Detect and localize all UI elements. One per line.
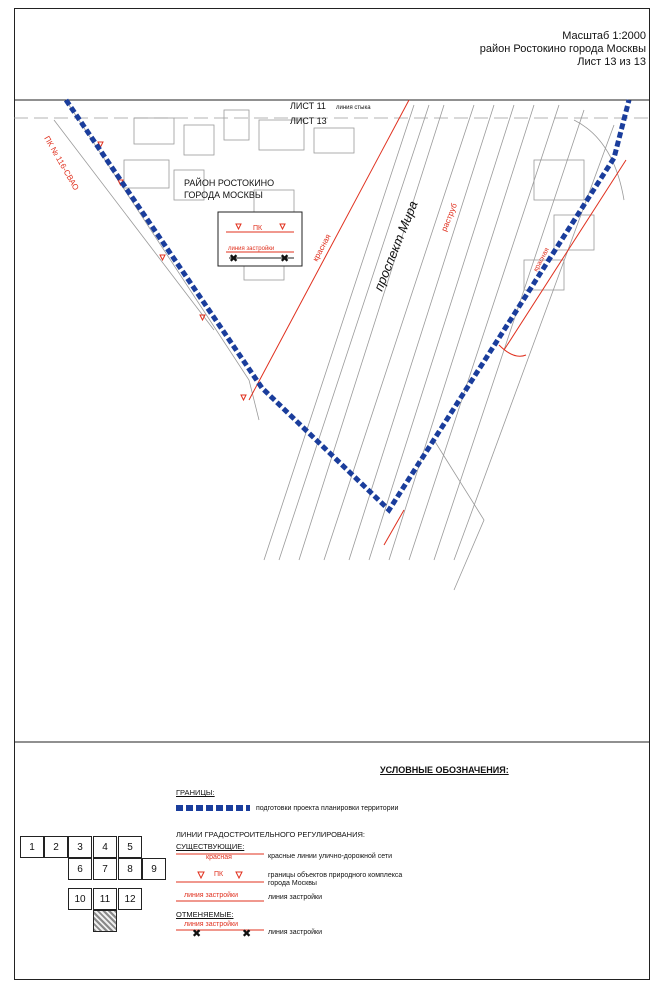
district-name-2: ГОРОДА МОСКВЫ bbox=[184, 190, 263, 200]
sheet-11-label: ЛИСТ 11 bbox=[290, 101, 326, 111]
left-zone-label: ПК № 116-СВАО bbox=[42, 134, 81, 192]
red-line-label-left: красная bbox=[310, 232, 333, 263]
legend-pk-sample-label: ПК bbox=[214, 871, 224, 878]
legend-cancel-sample bbox=[176, 926, 266, 940]
sheet-cell-3: 3 bbox=[68, 836, 92, 858]
sheet-cell-6: 6 bbox=[68, 858, 92, 880]
legend-cancel-sample-label: линия застройки bbox=[184, 921, 238, 928]
svg-text:✖: ✖ bbox=[192, 928, 202, 940]
callout-pk-label: ПК bbox=[253, 225, 263, 232]
legend-red-item: красные линии улично-дорожной сети bbox=[268, 853, 393, 860]
legend-build-item: линия застройки bbox=[268, 894, 322, 901]
legend-red-sample-label: красная bbox=[206, 854, 232, 861]
flare-label: раструб bbox=[439, 201, 459, 233]
sheet-cell-11: 11 bbox=[93, 888, 117, 910]
legend-lines-heading: ЛИНИИ ГРАДОСТРОИТЕЛЬНОГО РЕГУЛИРОВАНИЯ: bbox=[176, 830, 365, 839]
sheet-13-label: ЛИСТ 13 bbox=[290, 116, 327, 126]
legend-cancelled-heading: ОТМЕНЯЕМЫЕ: bbox=[176, 910, 234, 919]
sheet-cell-12: 12 bbox=[118, 888, 142, 910]
sheet-cell-8: 8 bbox=[118, 858, 142, 880]
district-text: район Ростокино города Москвы bbox=[479, 43, 646, 55]
legend-existing-heading: СУЩЕСТВУЮЩИЕ: bbox=[176, 842, 245, 851]
sheet-cell-9: 9 bbox=[142, 858, 166, 880]
sheet-cell-7: 7 bbox=[93, 858, 117, 880]
planning-boundary bbox=[66, 100, 629, 510]
sheet-number-text: Лист 13 из 13 bbox=[577, 56, 646, 68]
sheet-cell-5: 5 bbox=[118, 836, 142, 858]
base-map bbox=[14, 105, 650, 590]
legend-pk-item: границы объектов природного комплекса города Москвы bbox=[268, 872, 403, 887]
joint-line-label: линия стыка bbox=[336, 105, 371, 111]
svg-text:✖: ✖ bbox=[229, 253, 239, 265]
legend-boundary-sample bbox=[176, 803, 252, 813]
legend-cancel-item: линия застройки bbox=[268, 929, 322, 936]
sheet-cell-13-current bbox=[93, 910, 117, 932]
sheet-cell-1: 1 bbox=[20, 836, 44, 858]
district-name-1: РАЙОН РОСТОКИНО bbox=[184, 178, 275, 188]
sheet-cell-10: 10 bbox=[68, 888, 92, 910]
sheet-cell-4: 4 bbox=[93, 836, 117, 858]
legend-red-sample bbox=[176, 852, 266, 864]
sheet-index-grid bbox=[20, 836, 170, 936]
legend-borders-heading: ГРАНИЦЫ: bbox=[176, 788, 215, 797]
callout-box bbox=[218, 212, 302, 266]
svg-text:✖: ✖ bbox=[242, 928, 252, 940]
street-label: проспект Мира bbox=[370, 198, 421, 294]
legend-title: УСЛОВНЫЕ ОБОЗНАЧЕНИЯ: bbox=[380, 765, 509, 775]
legend-build-sample bbox=[176, 899, 266, 905]
scale-text: Масштаб 1:2000 bbox=[562, 30, 646, 42]
legend-build-sample-label: линия застройки bbox=[184, 892, 238, 899]
legend-border-item: подготовки проекта планировки территории bbox=[256, 805, 399, 812]
red-line-label-right: красная bbox=[532, 246, 551, 273]
svg-text:✖: ✖ bbox=[280, 253, 290, 265]
callout-build-label: линия застройки bbox=[228, 246, 275, 252]
sheet-cell-2: 2 bbox=[44, 836, 68, 858]
